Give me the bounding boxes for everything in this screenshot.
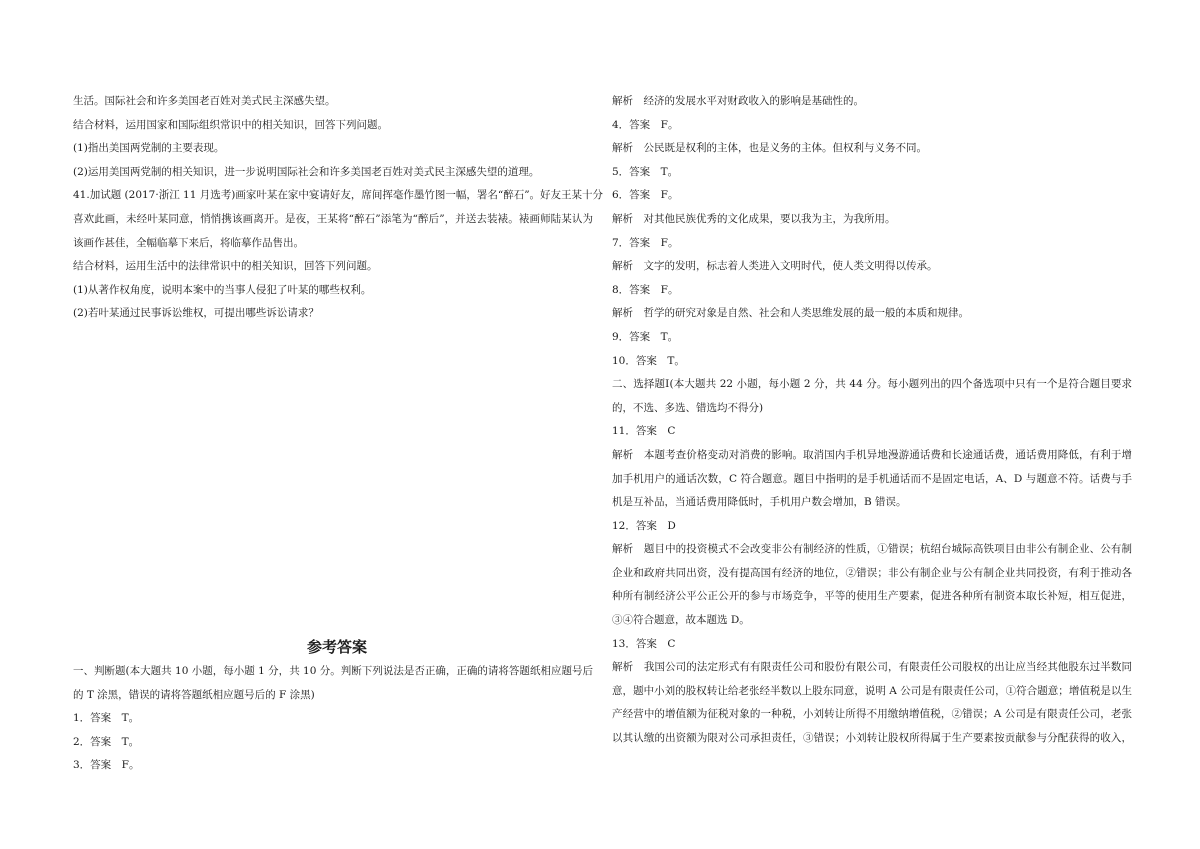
text-line: (1)指出美国两党制的主要表现。 [73,142,225,155]
text-line: 该画作甚佳，全幅临摹下来后，将临摹作品售出。 [73,236,304,249]
text-line: 的 T 涂黑，错误的请将答题纸相应题号后的 F 涂黑) [73,688,315,701]
right-column [612,90,1132,751]
analysis-line: ③④符合题意，故本题选 D。 [612,614,750,627]
answer-line: 10．答案 T。 [612,354,685,367]
text-line: (1)从著作权角度，说明本案中的当事人侵犯了叶某的哪些权利。 [73,283,372,296]
text-line: 喜欢此画，未经叶某同意，悄悄携该画离开。是夜，王某将“醉石”添笔为“醉后”，并送去装裱。裱画师陆某认为 [73,212,593,225]
answer-line: 3．答案 F。 [73,759,140,772]
analysis-line: 种所有制经济公平公正公开的参与市场竞争，平等的使用生产要素，促进各种所有制资本取长补短，相互促进， [612,590,1132,603]
text-line: 结合材料，运用国家和国际组织常识中的相关知识，回答下列问题。 [73,118,388,131]
text-line: 41.加试题 (2017·浙江 11 月选考)画家叶某在家中宴请好友，席间挥毫作墨竹图一幅，署名“醉石”。好友王某十分 [73,189,604,202]
analysis-line: 解析 文字的发明，标志着人类进入文明时代，使人类文明得以传承。 [612,260,938,273]
answer-line: 9．答案 T。 [612,330,679,343]
text-line: 生活。国际社会和许多美国老百姓对美式民主深感失望。 [73,95,336,107]
analysis-line: 解析 对其他民族优秀的文化成果，要以我为主，为我所用。 [612,212,896,225]
answer-line: 4．答案 F。 [612,118,679,131]
analysis-line: 解析 哲学的研究对象是自然、社会和人类思维发展的最一般的本质和规律。 [612,307,969,320]
analysis-line: 解析 题目中的投资模式不会改变非公有制经济的性质，①错误；杭绍台城际高铁项目由非公有制企业、公有制 [612,543,1132,556]
analysis-line: 解析 我国公司的法定形式有有限责任公司和股份有限公司，有限责任公司股权的出让应当经其他股东过半数同 [612,661,1132,674]
answer-line: 2．答案 T。 [73,735,140,748]
answer-line: 7．答案 F。 [612,236,679,249]
answer-line: 11．答案 C [612,425,676,438]
analysis-line: 企业和政府共同出资，没有提高国有经济的地位，②错误；非公有制企业与公有制企业共同投资，有利于推动各 [612,566,1132,579]
blank-space [73,326,593,632]
analysis-line: 产经营中的增值额为征税对象的一种税，小刘转让所得不用缴纳增值税，②错误；A 公司是有限责任公司，老张 [612,708,1132,721]
section-heading: 的，不选、多选、错选均不得分) [612,401,764,414]
answer-line: 8．答案 F。 [612,283,679,296]
text-line: 结合材料，运用生活中的法律常识中的相关知识，回答下列问题。 [73,260,378,273]
analysis-line: 解析 公民既是权利的主体，也是义务的主体。但权利与义务不同。 [612,142,927,155]
text-line: 一、判断题(本大题共 10 小题，每小题 1 分，共 10 分。判断下列说法是否正确，正确的请将答题纸相应题号后 [73,664,593,677]
analysis-line: 意，题中小刘的股权转让给老张经半数以上股东同意，说明 A 公司是有限责任公司，①符合题意；增值税是以生 [612,684,1132,697]
answer-line: 13．答案 C [612,637,676,650]
analysis-line: 解析 本题考查价格变动对消费的影响。取消国内手机异地漫游通话费和长途通话费，通话费用降低，有利于增 [612,448,1132,461]
section-heading: 二、选择题Ⅰ(本大题共 22 小题，每小题 2 分，共 44 分。每小题列出的四个备选项中只有一个是符合题目要求 [612,378,1132,391]
text-line: (2)运用美国两党制的相关知识，进一步说明国际社会和许多美国老百姓对美式民主深感失望的道理。 [73,165,540,178]
answer-line: 1．答案 T。 [73,712,140,725]
answer-line: 5．答案 T。 [612,165,679,178]
text-line: (2)若叶某通过民事诉讼维权，可提出哪些诉讼请求？ [73,307,319,320]
answer-line: 12．答案 D [612,519,676,532]
left-column [73,90,604,778]
answer-line: 6．答案 F。 [612,189,679,202]
analysis-line: 以其认缴的出资额为限对公司承担责任，③错误；小刘转让股权所得属于生产要素按贡献参与分配获得的收入， [612,732,1132,745]
answer-key-heading: 参考答案 [306,637,367,656]
analysis-line: 加手机用户的通话次数，C 符合题意。题目中指明的是手机通话而不是固定电话，A、D 与题意不符。话费与手 [612,472,1132,485]
analysis-line: 解析 经济的发展水平对财政收入的影响是基础性的。 [612,95,864,107]
analysis-line: 机是互补品，当通话费用降低时，手机用户数会增加，B 错误。 [612,496,907,509]
